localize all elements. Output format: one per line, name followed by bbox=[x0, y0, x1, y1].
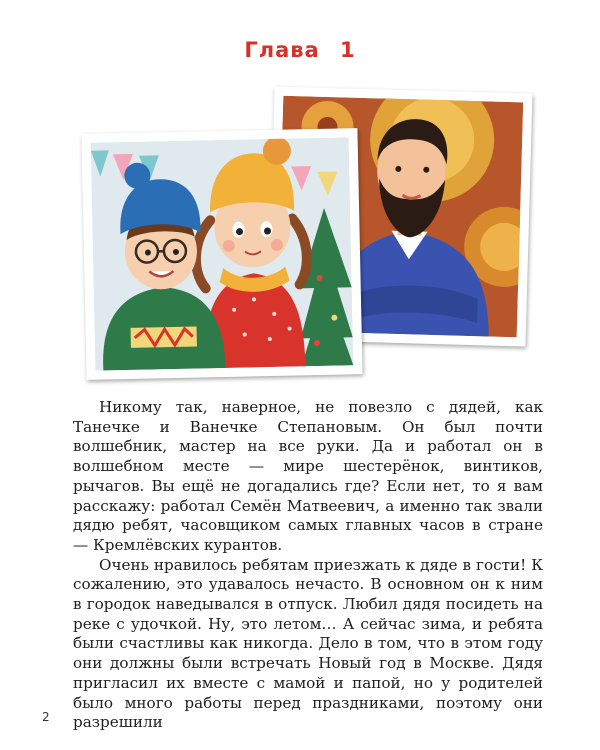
page-number: 2 bbox=[42, 710, 50, 724]
children-illustration-frame bbox=[81, 128, 362, 380]
children-illustration bbox=[91, 137, 354, 370]
chapter-title: Глава 1 bbox=[244, 38, 356, 62]
paragraph: Очень нравилось ребятам приезжать к дяде в гости! К сожалению, это удавалось нечасто. В основном он к ним в городок наведывался в отпуск. Любил дядя посидеть на реке с удочкой. Ну, это летом… А сейчас зима, и ребята были счастливы как никогда. Дело в том, что в этом году они должны были встречать Новый год в Москве. Дядя пригласил их вместе с мамой и папой, но у родителей было много работы перед праздниками, поэтому они разрешили bbox=[73, 555, 543, 732]
chapter-text bbox=[73, 398, 543, 733]
paragraph: Никому так, наверное, не повезло с дядей, как Танечке и Ванечке Степановым. Он был почти волшебник, мастер на все руки. Да и работал он в волшебном месте — мире шестерёнок, винтиков, рычагов. Вы ещё не догадались где? Если нет, то я вам расскажу: работал Семён Матвеевич, а именно так звали дядю ребят, часовщиком самых главных часов в стране — Кремлёвских курантов. bbox=[73, 398, 543, 554]
